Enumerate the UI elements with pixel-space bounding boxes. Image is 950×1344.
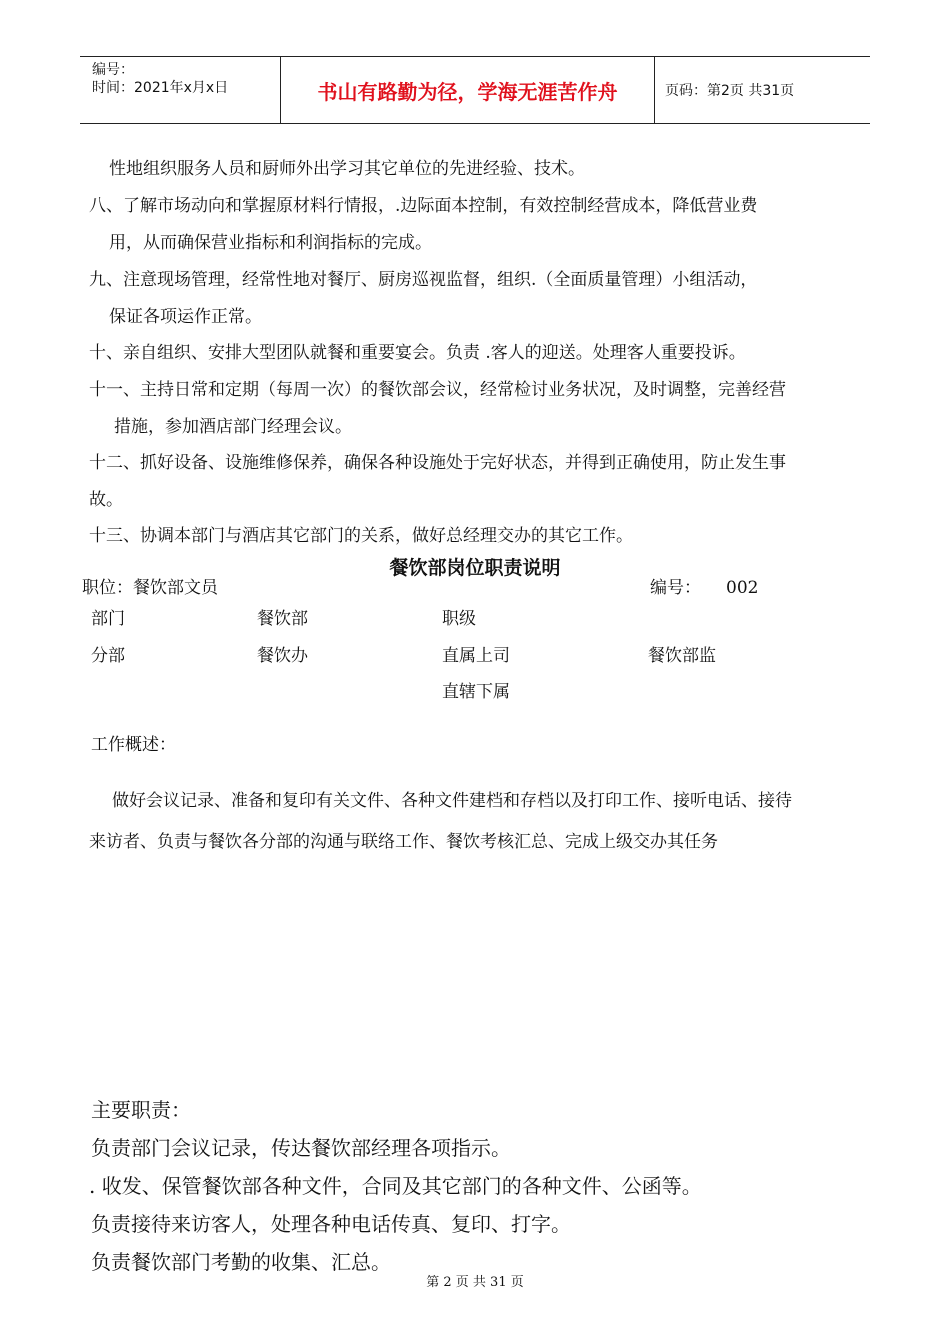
overview-line: 来访者、负责与餐饮各分部的沟通与联络工作、餐饮考核汇总、完成上级交办其任务 — [89, 832, 718, 852]
section-title: 餐饮部岗位职责说明 — [389, 557, 561, 579]
level-label: 职级 — [442, 609, 476, 629]
duty-item: 负责部门会议记录，传达餐饮部经理各项指示。 — [91, 1136, 511, 1160]
superior-value: 餐饮部监 — [648, 646, 716, 666]
prev-line: 保证各项运作正常。 — [109, 307, 262, 327]
duty-item: . 收发、保管餐饮部各种文件，合同及其它部门的各种文件、公函等。 — [89, 1174, 702, 1198]
superior-label: 直属上司 — [442, 646, 510, 666]
page-header — [80, 56, 870, 124]
subordinate-label: 直辖下属 — [442, 682, 510, 702]
position-label: 职位：餐饮部文员 — [82, 578, 218, 598]
header-time: 时间：2021年x月x日 — [92, 80, 229, 96]
header-motto: 书山有路勤为径，学海无涯苦作舟 — [281, 57, 655, 123]
overview-label: 工作概述： — [91, 735, 176, 755]
prev-line: 故。 — [89, 490, 123, 510]
number-label: 编号： — [650, 578, 701, 598]
duty-item: 负责餐饮部门考勤的收集、汇总。 — [91, 1250, 391, 1274]
page-footer: 第 2 页 共 31 页 — [426, 1275, 524, 1290]
header-meta — [80, 57, 281, 123]
dept-value: 餐饮部 — [257, 609, 308, 629]
duty-item: 负责接待来访客人，处理各种电话传真、复印、打字。 — [91, 1212, 571, 1236]
prev-line: 用，从而确保营业指标和利润指标的完成。 — [109, 233, 432, 253]
header-number-label: 编号： — [92, 62, 134, 78]
prev-line: 九、注意现场管理，经常性地对餐厅、厨房巡视监督，组织.（全面质量管理）小组活动， — [89, 270, 758, 290]
prev-line: 十、亲自组织、安排大型团队就餐和重要宴会。负责 .客人的迎送。处理客人重要投诉。 — [89, 343, 746, 363]
prev-line: 十三、协调本部门与酒店其它部门的关系，做好总经理交办的其它工作。 — [89, 526, 633, 546]
dept-label: 部门 — [91, 609, 125, 629]
overview-line: 做好会议记录、准备和复印有关文件、各种文件建档和存档以及打印工作、接听电话、接待 — [112, 791, 792, 811]
subdept-label: 分部 — [91, 646, 125, 666]
prev-line: 十二、抓好设备、设施维修保养，确保各种设施处于完好状态，并得到正确使用，防止发生事 — [89, 453, 786, 473]
header-page-info: 页码：第2页 共31页 — [665, 83, 795, 99]
prev-line: 八、了解市场动向和掌握原材料行情报，.边际面本控制，有效控制经营成本，降低营业费 — [89, 196, 758, 216]
duties-label: 主要职责： — [91, 1098, 191, 1122]
subdept-value: 餐饮办 — [257, 646, 308, 666]
prev-line: 措施，参加酒店部门经理会议。 — [114, 417, 352, 437]
prev-line: 十一、主持日常和定期（每周一次）的餐饮部会议，经常检讨业务状况，及时调整，完善经营 — [89, 380, 786, 400]
prev-line: 性地组织服务人员和厨师外出学习其它单位的先进经验、技术。 — [109, 159, 585, 179]
number-value: 002 — [726, 578, 759, 598]
